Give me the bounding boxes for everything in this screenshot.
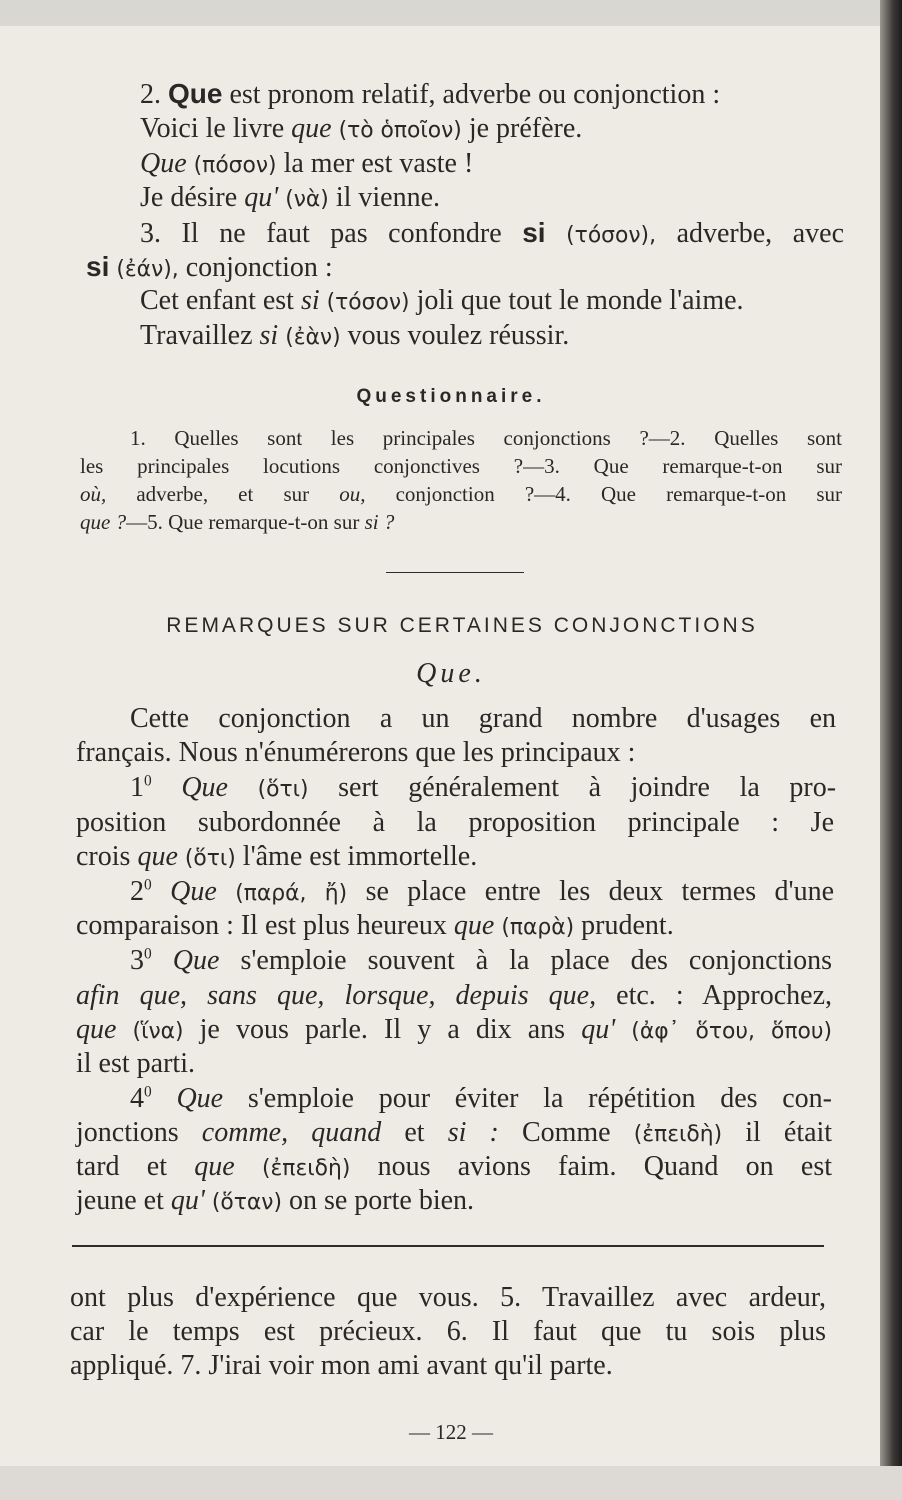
greek-gloss: (τὸ ὁποῖον): [338, 118, 462, 143]
italic-word: ou,: [339, 482, 366, 506]
rule-number: $3^0$: [130, 945, 152, 976]
italic-word: Que: [176, 1083, 224, 1114]
greek-gloss: (ἐπειδὴ): [261, 1156, 351, 1181]
text: Comme: [521, 1117, 611, 1148]
greek-gloss: (ἐάν),: [116, 257, 179, 282]
rule-4-line-1: [130, 1083, 832, 1115]
italic-word: qu': [244, 182, 279, 213]
greek-gloss: (ἵνα): [132, 1019, 184, 1044]
page-number: — 122 —: [409, 1420, 493, 1444]
text: comparaison : Il est plus heureux: [76, 910, 447, 941]
greek-gloss: (παρὰ): [501, 915, 575, 940]
rule-3-line-3: [76, 1014, 832, 1046]
text: adverbe, et sur: [136, 482, 310, 506]
text: joli que tout le monde l'aime.: [416, 285, 744, 316]
questionnaire-title: Questionnaire.: [356, 386, 546, 407]
section-heading: REMARQUES SUR CERTAINES CONJONCTIONS: [166, 614, 758, 637]
rule-4-line-2: [76, 1117, 832, 1149]
example-cet-enfant: [140, 285, 744, 317]
rule-3-line-2: [76, 980, 832, 1012]
rule-2-line-1: [130, 876, 834, 908]
text: crois: [76, 841, 131, 872]
footer-rule: [72, 1245, 824, 1247]
italic-word: si: [300, 285, 320, 316]
scan-top-edge: [0, 0, 902, 26]
text: vous voulez réussir.: [347, 320, 570, 351]
italic-word: que: [137, 841, 178, 872]
rule-number: $1^0$: [130, 772, 152, 803]
text: s'emploie pour éviter la répétition des con-: [247, 1083, 832, 1114]
italic-word: Que: [172, 945, 220, 976]
keyword-que: Que: [168, 78, 223, 109]
questionnaire-line-1: 1. Quelles sont les principales conjonctions ?—2. Quelles sont: [130, 426, 842, 450]
greek-gloss: (παρά, ἤ): [235, 881, 348, 906]
text: se place entre les deux termes d'une: [365, 876, 835, 907]
italic-word: si :: [447, 1117, 499, 1148]
italic-word: Que: [181, 772, 228, 803]
text: l'âme est immortelle.: [242, 841, 478, 872]
keyword-si: si: [522, 217, 546, 248]
example-travaillez: [140, 320, 569, 352]
rule-1-line-1: [130, 772, 836, 804]
text: et: [404, 1117, 425, 1148]
text: jeune et: [76, 1185, 164, 1216]
text: —5. Que remarque-t-on sur: [126, 510, 360, 534]
text: 3. Il ne faut pas confondre: [140, 218, 502, 249]
footer-line-1: ont plus d'expérience que vous. 5. Travaillez avec ardeur,: [70, 1282, 826, 1313]
questionnaire-line-4: [80, 510, 394, 535]
text: s'emploie souvent à la place des conjonctions: [240, 945, 833, 976]
scan-bottom-edge: [0, 1466, 902, 1500]
greek-gloss: (τόσον),: [566, 223, 657, 248]
questionnaire-line-2: les principales locutions conjonctives ?—3. Que remarque-t-on sur: [80, 454, 842, 478]
text: on se porte bien.: [288, 1185, 475, 1216]
greek-gloss: (ὅτι): [184, 846, 236, 871]
rule-1-line-2: position subordonnée à la proposition principale : Je: [76, 807, 834, 838]
italic-word: qu': [581, 1014, 616, 1045]
text: tard et: [76, 1151, 168, 1182]
greek-gloss: (νὰ): [285, 187, 329, 212]
text: sert généralement à joindre la pro-: [338, 772, 837, 803]
text: adverbe, avec: [676, 218, 845, 249]
text: je vous parle. Il y a dix ans: [199, 1014, 566, 1045]
italic-word: si ?: [364, 510, 395, 534]
italic-word: que: [76, 1014, 117, 1045]
questionnaire-line-3: [80, 482, 842, 507]
rule-3-line-4: il est parti.: [76, 1048, 195, 1079]
italic-word: si: [259, 320, 279, 351]
book-spine-shadow: [880, 0, 902, 1500]
greek-gloss: (ἀφ᾽ ὅτου, ὅπου): [631, 1019, 833, 1044]
text: nous avions faim. Quand on est: [377, 1151, 832, 1182]
rule-4-line-4: [76, 1185, 474, 1217]
italic-word: que: [291, 113, 332, 144]
line-que-definition: [140, 78, 720, 111]
example-voici-livre: [140, 113, 582, 145]
footer-line-3: appliqué. 7. J'irai voir mon ami avant qu'il parte.: [70, 1350, 613, 1381]
rule-number: $2^0$: [130, 876, 152, 907]
text: prudent.: [581, 910, 674, 941]
section-divider: [386, 572, 524, 573]
text: Voici le livre: [140, 113, 285, 144]
item-number: 2.: [140, 79, 161, 110]
rule-number: $4^0$: [130, 1083, 152, 1114]
text: conjonction :: [185, 252, 333, 283]
text: Cet enfant est: [140, 285, 294, 316]
text: il vienne.: [335, 182, 441, 213]
line-si-conjonction: [86, 251, 333, 284]
text: Je désire: [140, 182, 238, 213]
text: la mer est vaste !: [283, 148, 474, 179]
italic-word: que: [194, 1151, 235, 1182]
rule-1-line-3: [76, 841, 477, 873]
italic-word: où,: [80, 482, 107, 506]
italic-word: qu': [170, 1185, 205, 1216]
greek-gloss: (τόσον): [326, 290, 410, 315]
example-je-desire: [140, 182, 440, 214]
paragraph-intro-line-2: français. Nous n'énumérerons que les principaux :: [76, 737, 636, 768]
text: il était: [745, 1117, 833, 1148]
italic-word: que ?: [80, 510, 127, 534]
italic-words: comme, quand: [201, 1117, 382, 1148]
italic-word: Que: [140, 148, 187, 179]
text: etc. : Approchez,: [616, 980, 832, 1011]
text: je préfère.: [468, 113, 583, 144]
rule-4-line-3: [76, 1151, 832, 1183]
italic-word: Que: [170, 876, 217, 907]
rule-2-line-2: [76, 910, 674, 942]
text: conjonction ?—4. Que remarque-t-on sur: [395, 482, 842, 506]
greek-gloss: (ἐὰν): [285, 325, 341, 350]
greek-gloss: (ἐπειδὴ): [633, 1122, 723, 1147]
keyword-si: si: [86, 251, 110, 282]
line-text: est pronom relatif, adverbe ou conjonction :: [229, 79, 721, 110]
paragraph-intro-line-1: Cette conjonction a un grand nombre d'usages en: [130, 703, 836, 734]
footer-line-2: car le temps est précieux. 6. Il faut que tu sois plus: [70, 1316, 826, 1347]
section-subtitle: Que.: [416, 658, 486, 689]
italic-words: afin que, sans que, lorsque, depuis que,: [76, 980, 597, 1011]
example-que-mer: [140, 148, 473, 180]
italic-word: que: [453, 910, 495, 941]
greek-gloss: (ὅτι): [257, 777, 309, 802]
text: jonctions: [76, 1117, 179, 1148]
rule-3-line-1: [130, 945, 832, 977]
line-confondre-si: [140, 217, 844, 250]
greek-gloss: (πόσον): [193, 153, 277, 178]
text: Travaillez: [140, 320, 253, 351]
greek-gloss: (ὅταν): [211, 1190, 282, 1215]
